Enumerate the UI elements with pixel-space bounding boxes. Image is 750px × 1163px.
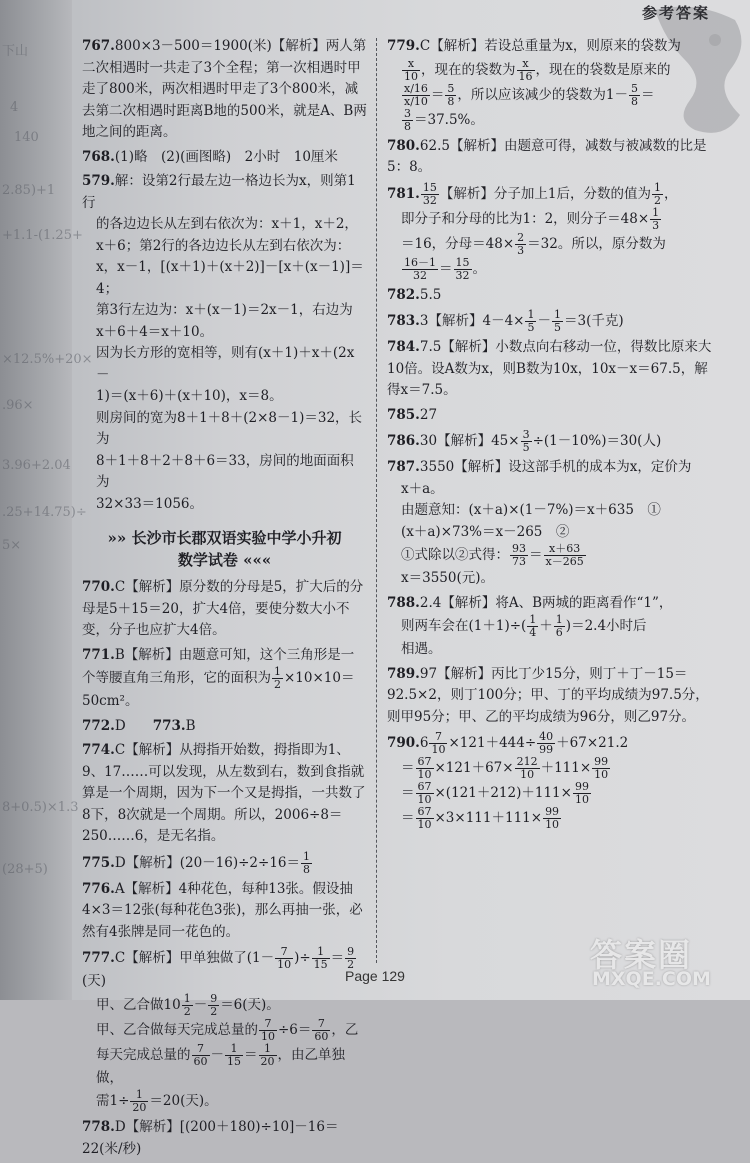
answer-line: 的各边边长从左到右依次为：x＋1，x＋2， xyxy=(96,216,358,232)
question-number: 788. xyxy=(387,594,420,611)
question-number: 781. xyxy=(387,185,420,202)
book-spine xyxy=(0,0,72,1000)
answer-line: 1)＝(x＋6)＋(x＋10)，x＝8。 xyxy=(96,388,283,404)
fraction: $\frac{7}{10}$ xyxy=(277,945,292,971)
watermark-sub: MXQE.COM xyxy=(592,968,711,990)
question-number: 772. xyxy=(82,717,115,734)
question-number: 786. xyxy=(387,433,420,449)
answer-text: D xyxy=(114,717,153,734)
answer-line: 由题意知：(x＋a)×(1－7%)＝x＋635 ① xyxy=(401,502,661,518)
question-number: 779. xyxy=(387,38,420,54)
answer-line: 则两车会在(1＋1)÷( $\frac{1}{4}$ ＋ $\frac{1}{6}$ )＝2.4小时后 xyxy=(401,613,647,639)
answer-text: (天) xyxy=(82,973,107,989)
bleed-text: 4 xyxy=(10,100,19,115)
answer-774 xyxy=(82,740,367,848)
answer-text: ＝ xyxy=(330,950,345,966)
answer-line: $\frac{x}{10}$ ，现在的袋数为 $\frac{x}{16}$ ，现在的袋数是原来的 xyxy=(404,56,671,83)
left-column xyxy=(82,36,367,1163)
answer-line: ＝ $\frac{67}{10}$ ×121＋67× $\frac{212}{10}$ ＋111× $\frac{99}{10}$ xyxy=(401,755,609,781)
question-number: 771. xyxy=(82,646,115,663)
answer-782 xyxy=(387,285,717,307)
answer-786: 786.30【解析】45× $\frac{3}{5}$ ÷(1－10%)＝30(人) xyxy=(387,428,662,454)
fraction: $\frac{3}{5}$ xyxy=(522,428,530,454)
answer-text: C【解析】甲单独做了(1－ xyxy=(114,950,275,966)
question-number: 782. xyxy=(387,286,420,303)
fraction: $\frac{15}{32}$ xyxy=(422,180,437,207)
answer-text: A【解析】4种花色，每种13张。假设抽4×3＝12张(每种花色3张)，那么再抽一张，必然有4张牌是同一花色的。 xyxy=(82,880,363,940)
bleed-text: +1.1-(1.25+ xyxy=(2,228,83,243)
section-marker-icon: »» xyxy=(107,529,127,547)
answer-785 xyxy=(387,405,717,427)
answer-text: C【解析】从拇指开始数，拇指即为1、9、17……可以发现，从左数到右，数到食指就算是一个周期，因为下一个又是拇指，一共数了8下，8次就是一个周期。所以，2006÷8＝250……6，是无名指。 xyxy=(82,742,366,844)
question-number: 770. xyxy=(82,579,115,595)
right-column xyxy=(387,36,717,834)
answer-line: $\frac{3}{8}$ ＝37.5%。 xyxy=(404,106,484,133)
answer-text: 【解析】分子加上1后，分数的值为 xyxy=(439,185,651,202)
answer-line: x＝3550(元)。 xyxy=(401,570,495,586)
answer-text: C【解析】原分数的分母是5，扩大后的分母是5＋15＝20，扩大4倍，要使分数大小不变，分子也应扩大4倍。 xyxy=(82,579,364,638)
answer-579 xyxy=(82,171,367,515)
fraction: $\frac{1}{15}$ xyxy=(313,945,328,971)
fraction: $\frac{40}{99}$ xyxy=(539,730,554,756)
fraction: $\frac{9}{2}$ xyxy=(347,945,355,971)
answer-line: ＝ $\frac{67}{10}$ ×(121＋212)＋111× $\frac{99}{10}$ xyxy=(401,780,589,806)
answer-text: D【解析】(20－16)÷2÷16＝ xyxy=(114,854,300,871)
answer-line: 则房间的宽为8＋1＋8＋(2×8－1)＝32，长为 xyxy=(96,409,363,447)
watermark-main: 答案圈 xyxy=(590,936,693,974)
answer-770 xyxy=(82,577,367,642)
question-number: 790. xyxy=(387,735,420,751)
answer-text: 800×3－500＝1900(米)【解析】两人第二次相遇时一共走了3个全程；第一次相遇时甲走了800米，两次相遇时甲走了3个800米，减去第二次相遇时距离B地的500米，就是A、B两地之间的距离。 xyxy=(82,38,367,140)
bleed-text: 2.85)+1 xyxy=(2,183,56,198)
answer-line: $\frac{16-1}{32}$ ＝ $\frac{15}{32}$ 。 xyxy=(404,255,486,282)
section-title-line1: 长沙市长郡双语实验中学小升初 xyxy=(131,529,342,547)
watermark-logo xyxy=(590,930,740,994)
answer-line: x，x－1，[(x＋1)＋(x＋2)]－[x＋(x－1)]＝4； xyxy=(96,259,364,297)
answer-text: D【解析】[(200＋180)÷10]－16＝22(米/秒) xyxy=(82,1119,339,1157)
question-number: 774. xyxy=(82,742,115,758)
section-title-line2: 数学试卷 xyxy=(177,551,238,569)
answer-text: ×10×10＝50cm²。 xyxy=(82,670,355,709)
bleed-text: 5× xyxy=(2,538,22,553)
answer-text: 30【解析】45× xyxy=(419,433,520,449)
bleed-text: 140 xyxy=(14,130,39,145)
bleed-text: ×12.5%+20× xyxy=(2,352,93,367)
bleed-text: 8+0.5)×1.3 xyxy=(2,800,79,815)
question-number: 579. xyxy=(82,173,115,189)
answer-line: x＋a。 xyxy=(401,480,444,497)
answer-text: (1)略 (2)(画图略) 2小时 10厘米 xyxy=(114,148,338,165)
answer-text: C【解析】若设总重量为x，则原来的袋数为 xyxy=(419,38,681,54)
answer-line: 即分子和分母的比为1：2，则分子＝48× $\frac{1}{3}$ xyxy=(401,205,660,232)
answer-text: )÷ xyxy=(294,950,311,966)
answer-line: ＝16，分母＝48× $\frac{2}{3}$ ＝32。所以，原分数为 xyxy=(401,230,666,257)
answer-779 xyxy=(387,36,717,133)
answer-line: 每天完成总量的 $\frac{7}{60}$ － $\frac{1}{15}$ ＝ $\frac{1}{20}$ ，由乙单独做， xyxy=(96,1041,345,1086)
fraction: $\frac{1}{5}$ xyxy=(553,308,561,334)
answer-788 xyxy=(387,593,717,661)
answer-text: 5.5 xyxy=(419,286,442,303)
answer-line: 32×33＝1056。 xyxy=(96,495,204,512)
answer-text: 3【解析】4－4× xyxy=(419,313,525,329)
question-number: 768. xyxy=(82,148,115,165)
answer-line: 需1÷ $\frac{1}{20}$ ＝20(天)。 xyxy=(96,1088,218,1114)
page-number: Page 129 xyxy=(345,968,405,984)
bleed-text: 下山 xyxy=(2,44,29,59)
column-divider xyxy=(376,38,377,963)
fraction: $\frac{7}{10}$ xyxy=(431,730,446,756)
answer-line: 甲、乙合做每天完成总量的 $\frac{7}{10}$ ÷6＝ $\frac{7}{60}$ ，乙 xyxy=(96,1016,359,1043)
answer-line: (x＋a)×73%＝x－265 ② xyxy=(401,523,570,540)
question-number: 784. xyxy=(387,339,420,355)
answer-text: 97【解析】丙比丁少15分，则丁＋丁－15＝92.5×2，则丁100分；甲、丁的平均成绩为97.5分，则甲95分；甲、乙的平均成绩为96分，则乙97分。 xyxy=(387,665,709,725)
answer-767 xyxy=(82,36,367,144)
answer-787 xyxy=(387,457,717,590)
question-number: 778. xyxy=(82,1119,115,1135)
section-title xyxy=(82,527,367,571)
question-number: 767. xyxy=(82,38,115,54)
page-header: 参考答案 xyxy=(641,4,710,22)
question-number: 775. xyxy=(82,854,115,871)
answer-781: 781. $\frac{15}{32}$ 【解析】分子加上1后，分数的值为 $\frac{1}{2}$ ， 即分子和分母的比为1：2，则分子＝48× $\frac{1}{3}$ ＝16，分母＝48× $\frac{2}{3}$ ＝32。所以，原分数为 $\frac{16-1}{32}$ ＝ $\frac{15}{32}$ 。 xyxy=(387,182,717,282)
answer-777 xyxy=(82,946,367,1114)
answer-771 xyxy=(82,645,367,713)
section-marker-icon: ««« xyxy=(243,551,272,569)
question-number: 785. xyxy=(387,406,420,423)
answer-line: 相遇。 xyxy=(401,641,442,657)
fraction: $\frac{1}{2}$ xyxy=(653,180,661,207)
answer-776 xyxy=(82,879,367,944)
answer-line: 甲、乙合做10 $\frac{1}{2}$ － $\frac{9}{2}$ ＝6(天)。 xyxy=(96,991,280,1018)
answer-line: 8＋1＋8＋2＋8＋6＝33，房间的地面面积为 xyxy=(96,452,354,490)
bleed-text: .96× xyxy=(2,398,34,413)
answer-line: x＋6；第2行的各边边长从左到右依次为： xyxy=(96,237,351,254)
fraction: $\frac{1}{2}$ xyxy=(274,665,281,691)
question-number: 789. xyxy=(387,665,420,682)
question-number: 780. xyxy=(387,137,420,154)
bleed-text: 3.96+2.04 xyxy=(2,458,71,473)
answer-text: 2.4【解析】将A、B两城的距离看作“1”， xyxy=(419,594,673,611)
answer-line: ①式除以②式得： $\frac{93}{73}$ ＝ $\frac{x+63}{x-265}$ xyxy=(401,542,584,568)
question-number: 776. xyxy=(82,880,115,897)
question-number: 773. xyxy=(152,717,186,734)
answer-772-773 xyxy=(82,716,367,738)
fraction: $\frac{1}{8}$ xyxy=(303,849,310,876)
question-number: 777. xyxy=(82,950,115,966)
answer-text: 3550【解析】设这部手机的成本为x，定价为 xyxy=(419,459,692,475)
fraction: $\frac{1}{5}$ xyxy=(527,308,535,334)
answer-780 xyxy=(387,136,717,179)
answer-text: 7.5【解析】小数点向右移动一位，得数比原来大10倍。设A数为x，则B数为10x，10x－x＝67.5，解得x＝7.5。 xyxy=(387,339,712,398)
bleed-text: (28+5) xyxy=(2,862,48,877)
answer-778 xyxy=(82,1117,367,1160)
question-number: 783. xyxy=(387,313,420,329)
answer-text: B【解析】由题意可知，这个三角形是一个等腰直角三角形，它的面积为 xyxy=(82,646,355,686)
bleed-text: .25+14.75)÷ xyxy=(2,505,87,520)
answer-line: x＋6＋4＝x＋10。 xyxy=(96,323,214,340)
answer-line: $\frac{x/16}{x/10}$ ＝ $\frac{5}{8}$ ，所以应该减少的袋数为1－ $\frac{5}{8}$ ＝ xyxy=(404,81,655,108)
answer-line: 第3行左边为：x＋(x－1)＝2x－1，右边为 xyxy=(96,302,353,318)
answer-783: 783.3【解析】4－4× $\frac{1}{5}$ － $\frac{1}{5}$ ＝3(千克) xyxy=(387,308,624,334)
answer-789 xyxy=(387,664,717,729)
answer-775 xyxy=(82,851,367,876)
answer-text: 62.5【解析】由题意可得，减数与被减数的比是5：8。 xyxy=(387,137,707,175)
question-number: 787. xyxy=(387,459,420,475)
answer-784 xyxy=(387,337,717,402)
answer-768 xyxy=(82,147,367,169)
answer-790: 790.6 $\frac{7}{10}$ ×121＋444÷ $\frac{40}{99}$ ＋67×21.2 ＝ $\frac{67}{10}$ ×121＋67× $\frac{212}{10}$ ＋111× $\frac{99}{10}$ ＝ $\frac{67}{10}$ ×(121＋212)＋111× $\frac{99}{10}$ ＝ $\frac{67}{10}$ ×3×111＋111× $\frac{99}{10}$ xyxy=(387,731,717,831)
answer-line: 因为长方形的宽相等，则有(x＋1)＋x＋(2x－ xyxy=(96,345,355,383)
answer-text: 27 xyxy=(419,406,438,423)
answer-line: 解：设第2行最左边一格边长为x，则第1行 xyxy=(82,173,356,211)
answer-text: B xyxy=(185,717,196,734)
answer-line: ＝ $\frac{67}{10}$ ×3×111＋111× $\frac{99}{10}$ xyxy=(401,805,560,831)
